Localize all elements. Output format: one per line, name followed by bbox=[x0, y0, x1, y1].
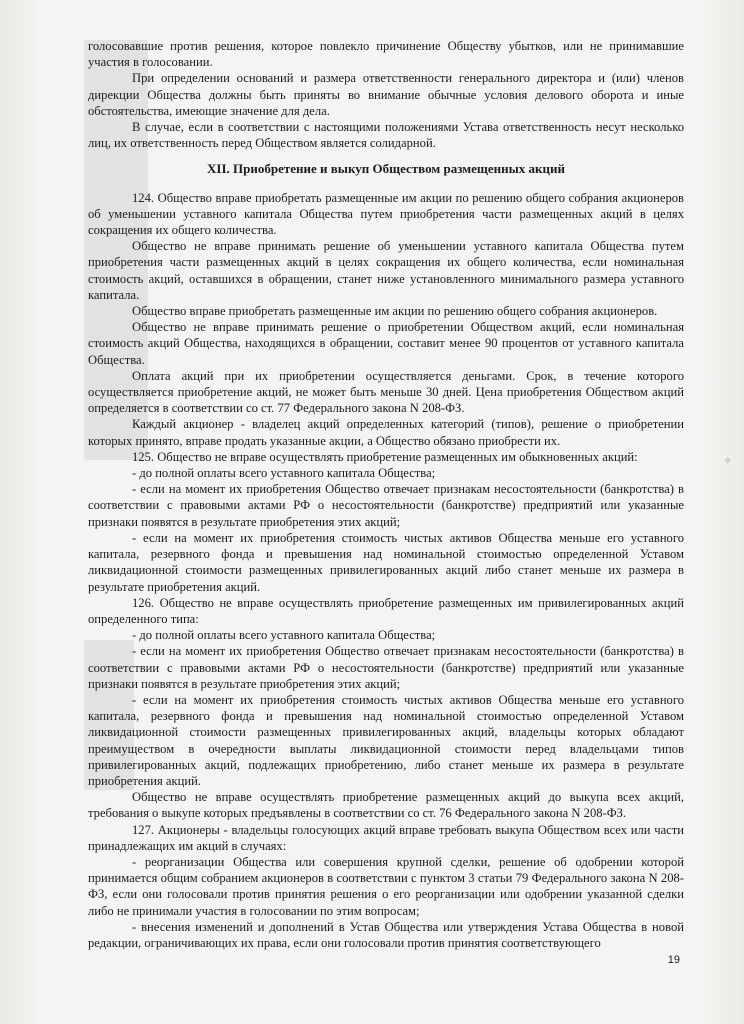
paragraph: 126. Общество не вправе осуществлять приобретение размещенных им привилегированных акций определенного типа: bbox=[88, 595, 684, 626]
document-body bbox=[88, 38, 684, 951]
list-item: - если на момент их приобретения стоимость чистых активов Общества меньше его уставного капитала, резервного фонда и превышения над номинальной стоимостью определенной Уставом ликвидационной стоимости размещенных привилегированных акций, владельцы которых обладают преимуществом в очередности выплаты ликвидационной стоимости перед владельцами типов привилегированных акций, подлежащих приобретению, либо станет меньше их размера в результате приобретения акций. bbox=[88, 692, 684, 788]
list-item: - реорганизации Общества или совершения крупной сделки, решение об одобрении которой принимается общим собранием акционеров в соответствии с пунктом 3 статьи 79 Федерального закона N 208-ФЗ, если они голосовали против принятия решения о его реорганизации или одобрении указанной сделки либо не принимали участия в голосовании по этим вопросам; bbox=[88, 854, 684, 918]
margin-mark: ✧ bbox=[723, 456, 732, 467]
list-item: - до полной оплаты всего уставного капитала Общества; bbox=[132, 466, 436, 481]
paragraph: Общество не вправе принимать решение о приобретении Обществом акций, если номинальная стоимость акций Общества, находящихся в обращении, составит менее 90 процентов от уставного капитала Общества. bbox=[88, 320, 684, 367]
list-item: - внесения изменений и дополнений в Устав Общества или утверждения Устава Общества в новой редакции, ограничивающих их права, если они голосовали против принятия соответствующего bbox=[88, 919, 684, 950]
paragraph: Общество не вправе принимать решение об уменьшении уставного капитала Общества путем приобретения части размещенных акций в целях сокращения их общего количества, если номинальная стоимость акций, оставшихся в обращении, станет ниже установленного минимального размера уставного капитала. bbox=[88, 239, 684, 302]
paragraph: При определении оснований и размера ответственности генерального директора и (или) членов дирекции Общества должны быть приняты во внимание обычные условия делового оборота и иные обстоятельства, имеющие значение для дела. bbox=[88, 71, 684, 118]
list-item: - если на момент их приобретения Общество отвечает признакам несостоятельности (банкротства) в соответствии с правовыми актами РФ о несостоятельности (банкротстве) предприятий или указанные признаки появятся в результате приобретения этих акций; bbox=[88, 644, 684, 691]
list-item: - если на момент их приобретения стоимость чистых активов Общества меньше его уставного капитала, резервного фонда и превышения над номинальной стоимостью определенной Уставом ликвидационной стоимости размещенных привилегированных акций либо станет меньше их размера в результате приобретения акций. bbox=[88, 530, 684, 594]
paragraph: Оплата акций при их приобретении осуществляется деньгами. Срок, в течение которого осуществляется приобретение акций, не может быть меньше 30 дней. Цена приобретения Обществом акций определяется в соответствии со ст. 77 Федерального закона N 208-ФЗ. bbox=[88, 368, 684, 416]
list-item: - если на момент их приобретения Общество отвечает признакам несостоятельности (банкротства) в соответствии с правовыми актами РФ о несостоятельности (банкротстве) предприятий или указанные признаки появятся в результате приобретения этих акций; bbox=[88, 482, 684, 529]
list-item: - до полной оплаты всего уставного капитала Общества; bbox=[132, 628, 436, 643]
paragraph: Каждый акционер - владелец акций определенных категорий (типов), решение о приобретении которых принято, вправе продать указанные акции, а Общество обязано приобрести их. bbox=[88, 417, 684, 448]
paragraph: В случае, если в соответствии с настоящими положениями Устава ответственность несут несколько лиц, их ответственность перед Обществом является солидарной. bbox=[88, 120, 684, 151]
page-number: 19 bbox=[667, 954, 680, 966]
paragraph: Общество вправе приобретать размещенные им акции по решению общего собрания акционеров. bbox=[132, 304, 658, 319]
paragraph: 125. Общество не вправе осуществлять приобретение размещенных им обыкновенных акций: bbox=[132, 449, 638, 464]
paragraph: 127. Акционеры - владельцы голосующих акций вправе требовать выкупа Обществом всех или части принадлежащих им акций в случаях: bbox=[88, 822, 684, 853]
paragraph: 124. Общество вправе приобретать размещенные им акции по решению общего собрания акционеров об уменьшении уставного капитала Общества путем приобретения части размещенных акций в целях сокращения их общего количества. bbox=[88, 190, 684, 238]
section-heading: XII. Приобретение и выкуп Обществом размещенных акций bbox=[207, 161, 565, 177]
paragraph: голосовавшие против решения, которое повлекло причинение Обществу убытков, или не принимавшие участия в голосовании. bbox=[88, 39, 684, 70]
paragraph: Общество не вправе осуществлять приобретение размещенных акций до выкупа всех акций, требования о выкупе которых предъявлены в соответствии со ст. 76 Федерального закона N 208-ФЗ. bbox=[88, 790, 684, 821]
